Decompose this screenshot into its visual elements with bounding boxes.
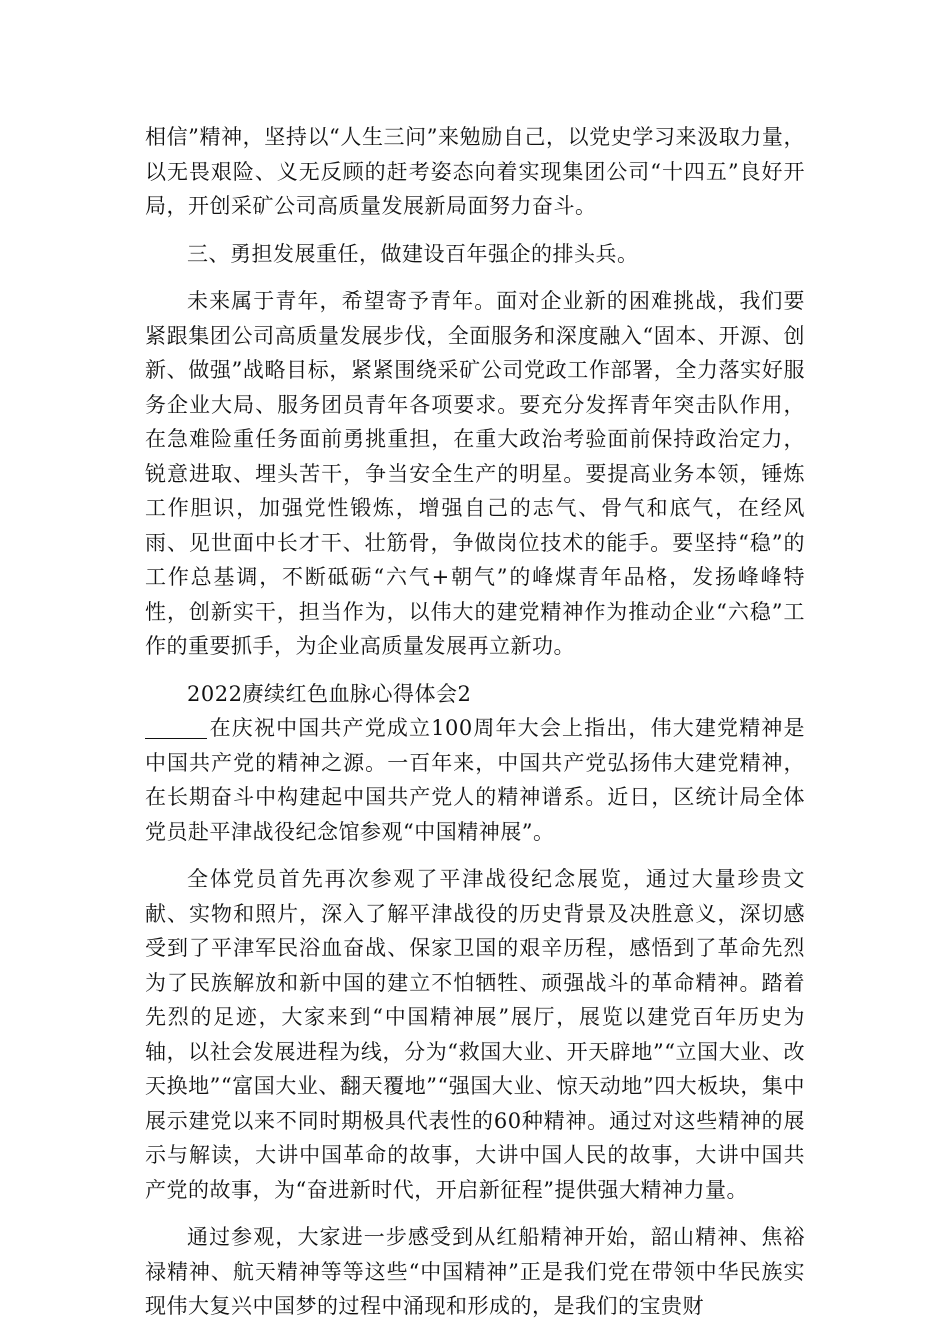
blank-underline [145, 718, 207, 739]
paragraph-youth-responsibility: 未来属于青年，希望寄予青年。面对企业新的困难挑战，我们要紧跟集团公司高质量发展步伐，全面服务和深度融入“固本、开源、创新、做强”战略目标，紧紧围绕采矿公司党政工作部署，全力落实好服务企业大局、服务团员青年各项要求。要充分发挥青年突击队作用，在急难险重任务面前勇挑重担，在重大政治考验面前保持政治定力，锐意进取、埋头苦干，争当安全生产的明星。要提高业务本领，锤炼工作胆识，加强党性锻炼，增强自己的志气、骨气和底气，在经风雨、见世面中长才干、壮筋骨，争做岗位技术的能手。要坚持“稳”的工作总基调，不断砥砺“六气+朝气”的峰煤青年品格，发扬峰峰特性，创新实干，担当作为，以伟大的建党精神作为推动企业“六稳”工作的重要抓手，为企业高质量发展再立新功。 [145, 289, 805, 658]
paragraph-exhibition-visit: 全体党员首先再次参观了平津战役纪念展览，通过大量珍贵文献、实物和照片，深入了解平津战役的历史背景及决胜意义，深切感受到了平津军民浴血奋战、保家卫国的艰辛历程，感悟到了革命先烈为了民族解放和新中国的建立不怕牺牲、顽强战斗的革命精神。踏着先烈的足迹，大家来到“中国精神展”展厅，展览以建党百年历史为轴，以社会发展进程为线，分为“救国大业、开天辟地”“立国大业、改天换地”“富国大业、翻天覆地”“强国大业、惊天动地”四大板块，集中展示建党以来不同时期极具代表性的60种精神。通过对这些精神的展示与解读，大讲中国革命的故事，大讲中国人民的故事，大讲中国共产党的故事，为“奋进新时代，开启新征程”提供强大精神力量。 [145, 867, 805, 1202]
paragraph-centenary-text: 在庆祝中国共产党成立100周年大会上指出，伟大建党精神是中国共产党的精神之源。一百年来，中国共产党弘扬伟大建党精神，在长期奋斗中构建起中国共产党人的精神谱系。近日，区统计局全体党员赴平津战役纪念馆参观“中国精神展”。 [145, 716, 805, 844]
paragraph-continuation: 相信”精神，坚持以“人生三问”来勉励自己，以党史学习来汲取力量，以无畏艰险、义无反顾的赶考姿态向着实现集团公司“十四五”良好开局，开创采矿公司高质量发展新局面努力奋斗。 [145, 125, 805, 218]
section-heading-three: 三、勇担发展重任，做建设百年强企的排头兵。 [187, 241, 639, 266]
paragraph-chinese-spirit: 通过参观，大家进一步感受到从红船精神开始，韶山精神、焦裕禄精神、航天精神等等这些“中国精神”正是我们党在带领中华民族实现伟大复兴中国梦的过程中涌现和形成的，是我们的宝贵财 [145, 1225, 805, 1318]
article-subtitle: 2022赓续红色血脉心得体会2 [187, 681, 472, 706]
document-body [145, 120, 805, 1337]
paragraph-centenary [145, 711, 805, 849]
